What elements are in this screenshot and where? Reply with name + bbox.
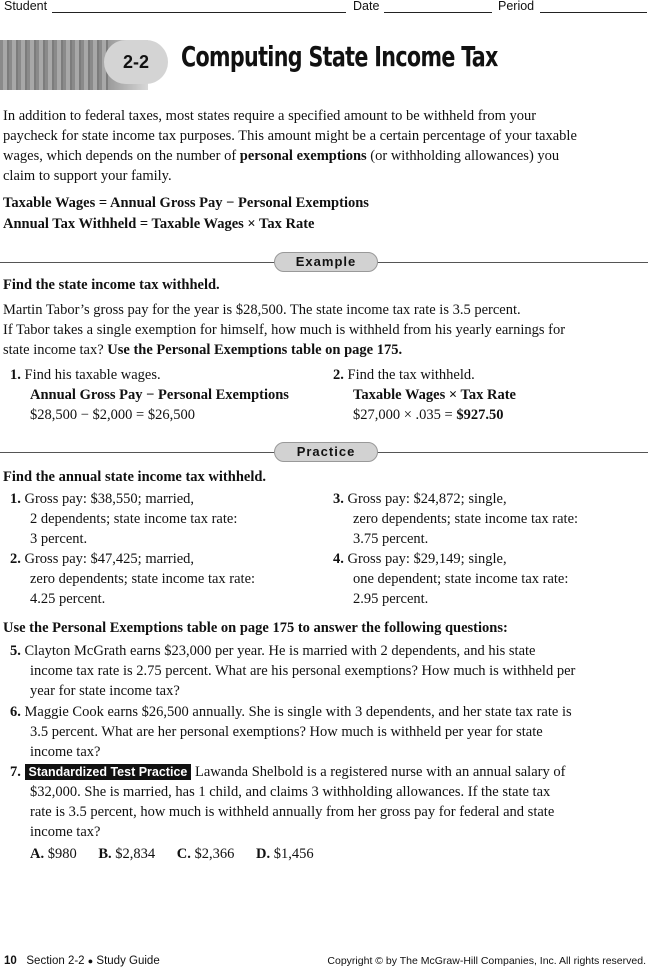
student-header xyxy=(0,0,648,16)
title-decoration-band xyxy=(0,40,108,90)
period-label: Period xyxy=(498,0,535,13)
choice-a[interactable]: A. $980 xyxy=(30,846,77,862)
intro-paragraph xyxy=(3,106,577,186)
practice-problem-4: 4. Gross pay: $29,149; single, one dependent; state income tax rate: 2.95 percent. xyxy=(333,551,569,607)
practice-problem-1: 1. Gross pay: $38,550; married, 2 dependents; state income tax rate: 3 percent. xyxy=(10,491,238,547)
question-5: 5. Clayton McGrath earns $23,000 per year. He is married with 2 dependents, and his state income tax rate is 2.75 percent. What are his personal exemptions? How much is withheld per year for state income tax? xyxy=(10,643,576,699)
footer-section-label: Section 2-2 xyxy=(26,955,85,967)
example-heading: Find the state income tax withheld. xyxy=(3,277,220,293)
choice-c[interactable]: C. $2,366 xyxy=(176,846,235,862)
example-line: Martin Tabor’s gross pay for the year is $28,500. The state income tax rate is 3.5 percent. xyxy=(3,302,521,318)
example-step-1: 1. Find his taxable wages. Annual Gross Pay − Personal Exemptions $28,500 − $2,000 = $26,500 xyxy=(10,367,289,423)
example-problem xyxy=(3,300,565,360)
question-6: 6. Maggie Cook earns $26,500 annually. She is single with 3 dependents, and her state tax rate is 3.5 percent. What are her personal exemptions? How much is withheld per year for state income tax? xyxy=(10,704,572,760)
period-line[interactable] xyxy=(540,12,647,13)
example-label: Example xyxy=(274,252,378,272)
example-line: state income tax? Use the Personal Exemptions table on page 175. xyxy=(3,342,403,358)
intro-line: wages, which depends on the number of personal exemptions (or withholding allowances) you xyxy=(3,148,560,164)
table-instructions: Use the Personal Exemptions table on page 175 to answer the following questions: xyxy=(3,620,508,636)
bullet-icon: ● xyxy=(87,956,94,966)
intro-line: claim to support your family. xyxy=(3,168,172,184)
page-title: Computing State Income Tax xyxy=(181,40,498,73)
example-line: If Tabor takes a single exemption for himself, how much is withheld from his yearly earnings for xyxy=(3,322,566,338)
lesson-number: 2-2 xyxy=(104,40,168,84)
choice-b[interactable]: B. $2,834 xyxy=(98,846,156,862)
student-name-line[interactable] xyxy=(52,12,346,13)
page-number: 10 xyxy=(4,955,17,967)
table-reference: Use the Personal Exemptions table on page 175. xyxy=(107,342,403,358)
standardized-test-badge: Standardized Test Practice xyxy=(25,764,192,780)
practice-heading: Find the annual state income tax withheld. xyxy=(3,469,267,485)
student-label: Student xyxy=(4,0,48,13)
footer-guide-label: Study Guide xyxy=(96,955,160,967)
question-7: 7. Standardized Test Practice Lawanda Shelbold is a registered nurse with an annual salary of $32,000. She is married, has 1 child, and claims 3 withholding allowances. If the state tax rate is 3.5 percent, how much is withheld annually from her gross pay for federal and state income tax? xyxy=(10,764,566,840)
practice-problem-2: 2. Gross pay: $47,425; married, zero dependents; state income tax rate: 4.25 percent. xyxy=(10,551,256,607)
example-step-2: 2. Find the tax withheld. Taxable Wages × Tax Rate $27,000 × .035 = $927.50 xyxy=(333,367,516,423)
example-answer: $927.50 xyxy=(456,407,504,423)
intro-line: paycheck for state income tax purposes. This amount might be a certain percentage of your taxable xyxy=(3,128,577,144)
formula-taxable-wages: Taxable Wages = Annual Gross Pay − Personal Exemptions xyxy=(3,195,369,211)
formulas xyxy=(3,193,369,234)
choice-d[interactable]: D. $1,456 xyxy=(256,846,314,862)
intro-line: In addition to federal taxes, most states require a specified amount to be withheld from your xyxy=(3,108,537,124)
date-line[interactable] xyxy=(384,12,492,13)
date-label: Date xyxy=(353,0,380,13)
footer-copyright: Copyright © by The McGraw-Hill Companies, Inc. All rights reserved. xyxy=(327,955,646,967)
practice-problem-3: 3. Gross pay: $24,872; single, zero dependents; state income tax rate: 3.75 percent. xyxy=(333,491,579,547)
footer-section xyxy=(4,955,160,967)
personal-exemptions-term: personal exemptions xyxy=(239,148,367,164)
answer-choices xyxy=(30,844,314,864)
practice-label: Practice xyxy=(274,442,378,462)
formula-tax-withheld: Annual Tax Withheld = Taxable Wages × Tax Rate xyxy=(3,216,315,232)
